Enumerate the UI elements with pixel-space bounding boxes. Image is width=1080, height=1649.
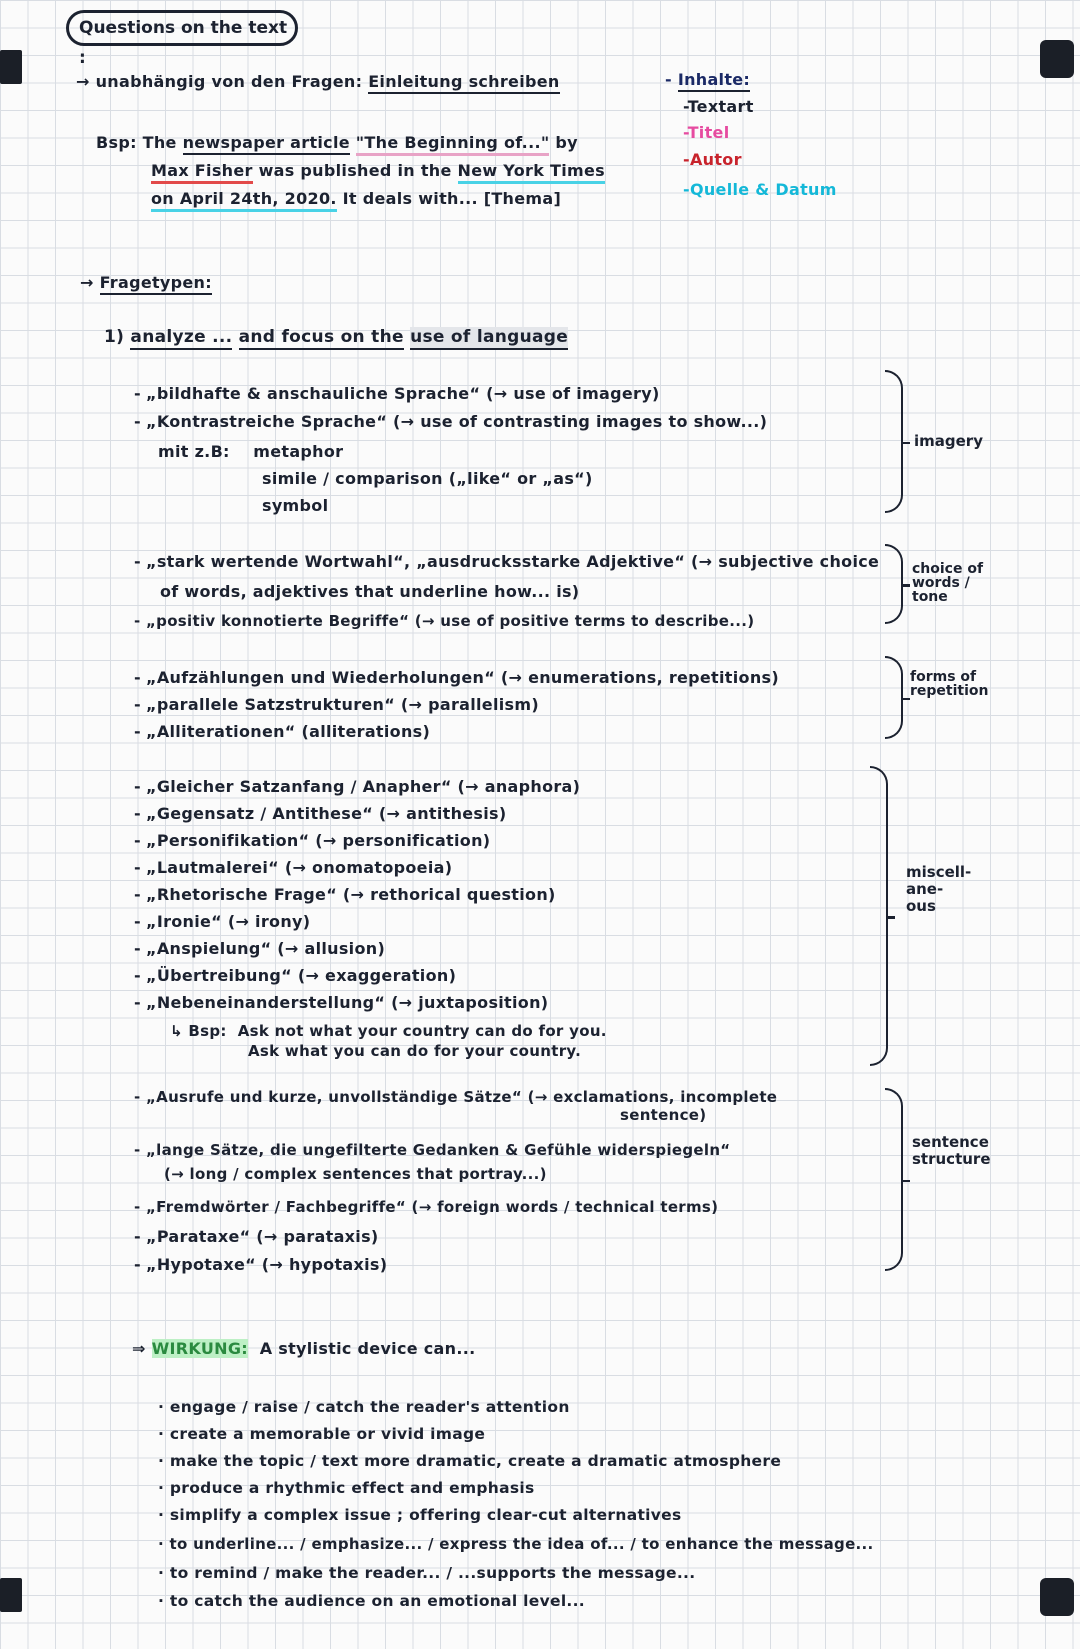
fragetypen-heading: → Fragetypen: bbox=[80, 273, 212, 292]
sentence-item-1: - „Ausrufe und kurze, unvollständige Sätze“ (→ exclamations, incomplete bbox=[134, 1088, 778, 1106]
misc-example-2: Ask what you can do for your country. bbox=[248, 1042, 582, 1060]
inhalte-header: - Inhalte: bbox=[665, 70, 750, 89]
arrow-icon: → bbox=[76, 72, 90, 91]
imagery-example-symbol: symbol bbox=[262, 496, 329, 515]
sentence-item-3: - „Fremdwörter / Fachbegriffe“ (→ foreign words / technical terms) bbox=[134, 1198, 719, 1216]
wirkung-item-6: · to underline... / emphasize... / express the idea of... / to enhance the message... bbox=[158, 1535, 874, 1553]
misc-item-9: - „Nebeneinanderstellung“ (→ juxtaposition) bbox=[134, 993, 549, 1012]
example-line-2: Max Fisher was published in the New York Times bbox=[151, 161, 605, 180]
forms-brace bbox=[885, 656, 903, 739]
inhalte-item-quelle: -Quelle & Datum bbox=[683, 180, 837, 199]
imagery-note: imagery bbox=[914, 432, 983, 450]
double-arrow-icon: ⇒ bbox=[132, 1339, 146, 1358]
question-1: 1) analyze ... and focus on the use of language bbox=[104, 327, 568, 347]
sentence-item-4: - „Parataxe“ (→ parataxis) bbox=[134, 1227, 379, 1246]
imagery-example-simile: simile / comparison („like“ or „as“) bbox=[262, 469, 593, 488]
misc-item-1: - „Gleicher Satzanfang / Anapher“ (→ anaphora) bbox=[134, 777, 581, 796]
inhalte-item-autor: -Autor bbox=[683, 150, 742, 169]
choice-note: choice of words / tone bbox=[912, 561, 984, 605]
misc-item-3: - „Personifikation“ (→ personification) bbox=[134, 831, 491, 850]
binder-tab-top-left bbox=[0, 50, 22, 84]
misc-item-7: - „Anspielung“ (→ allusion) bbox=[134, 939, 386, 958]
wirkung-item-8: · to catch the audience on an emotional level... bbox=[158, 1592, 585, 1610]
wirkung-item-7: · to remind / make the reader... / ...supports the message... bbox=[158, 1564, 696, 1582]
page-title: Questions on the text : bbox=[66, 10, 298, 46]
misc-note: miscell- ane- ous bbox=[906, 863, 972, 915]
misc-example: ↳ Bsp: Ask not what your country can do for you. bbox=[170, 1022, 607, 1040]
wirkung-item-1: · engage / raise / catch the reader's attention bbox=[158, 1398, 570, 1416]
choice-brace bbox=[885, 544, 903, 624]
misc-item-5: - „Rhetorische Frage“ (→ rethorical question) bbox=[134, 885, 556, 904]
wirkung-item-5: · simplify a complex issue ; offering clear-cut alternatives bbox=[158, 1506, 682, 1524]
wirkung-item-3: · make the topic / text more dramatic, create a dramatic atmosphere bbox=[158, 1452, 782, 1470]
forms-note: forms of repetition bbox=[910, 669, 989, 699]
misc-item-4: - „Lautmalerei“ (→ onomatopoeia) bbox=[134, 858, 453, 877]
intro-target: Einleitung schreiben bbox=[368, 72, 559, 94]
example-line-1: Bsp: The newspaper article "The Beginning of..." by bbox=[96, 133, 578, 152]
imagery-item-2: - „Kontrastreiche Sprache“ (→ use of contrasting images to show...) bbox=[134, 412, 768, 431]
wirkung-heading: ⇒ WIRKUNG: A stylistic device can... bbox=[132, 1339, 476, 1358]
intro-line: → unabhängig von den Fragen: Einleitung schreiben bbox=[76, 72, 560, 91]
sentence-item-2-cont: (→ long / complex sentences that portray...) bbox=[164, 1165, 547, 1183]
misc-item-6: - „Ironie“ (→ irony) bbox=[134, 912, 311, 931]
sentence-brace bbox=[885, 1088, 903, 1271]
choice-item-2: - „positiv konnotierte Begriffe“ (→ use of positive terms to describe...) bbox=[134, 612, 755, 630]
sentence-note: sentence structure bbox=[912, 1133, 991, 1168]
wirkung-item-2: · create a memorable or vivid image bbox=[158, 1425, 486, 1443]
imagery-item-1: - „bildhafte & anschauliche Sprache“ (→ use of imagery) bbox=[134, 384, 660, 403]
choice-item-1-cont: of words, adjektives that underline how... is) bbox=[160, 582, 580, 601]
choice-item-1: - „stark wertende Wortwahl“, „ausdrucksstarke Adjektive“ (→ subjective choice bbox=[134, 552, 880, 571]
forms-item-2: - „parallele Satzstrukturen“ (→ parallelism) bbox=[134, 695, 539, 714]
misc-item-8: - „Übertreibung“ (→ exaggeration) bbox=[134, 966, 457, 985]
binder-tab-top-right bbox=[1040, 40, 1074, 78]
misc-brace bbox=[870, 766, 888, 1066]
sentence-item-5: - „Hypotaxe“ (→ hypotaxis) bbox=[134, 1255, 388, 1274]
binder-tab-bottom-left bbox=[0, 1578, 22, 1612]
wirkung-item-4: · produce a rhythmic effect and emphasis bbox=[158, 1479, 535, 1497]
misc-item-2: - „Gegensatz / Antithese“ (→ antithesis) bbox=[134, 804, 507, 823]
imagery-brace bbox=[885, 370, 903, 513]
example-line-3: on April 24th, 2020. It deals with... [Thema] bbox=[151, 189, 561, 208]
imagery-example-label: mit z.B: metaphor bbox=[158, 442, 344, 461]
sentence-item-2: - „lange Sätze, die ungefilterte Gedanken & Gefühle widerspiegeln“ bbox=[134, 1141, 731, 1159]
binder-tab-bottom-right bbox=[1040, 1578, 1074, 1616]
sentence-item-1-cont: sentence) bbox=[620, 1106, 707, 1124]
inhalte-item-textart: -Textart bbox=[683, 97, 754, 116]
forms-item-3: - „Alliterationen“ (alliterations) bbox=[134, 722, 431, 741]
inhalte-item-titel: -Titel bbox=[683, 123, 730, 142]
forms-item-1: - „Aufzählungen und Wiederholungen“ (→ enumerations, repetitions) bbox=[134, 668, 779, 687]
